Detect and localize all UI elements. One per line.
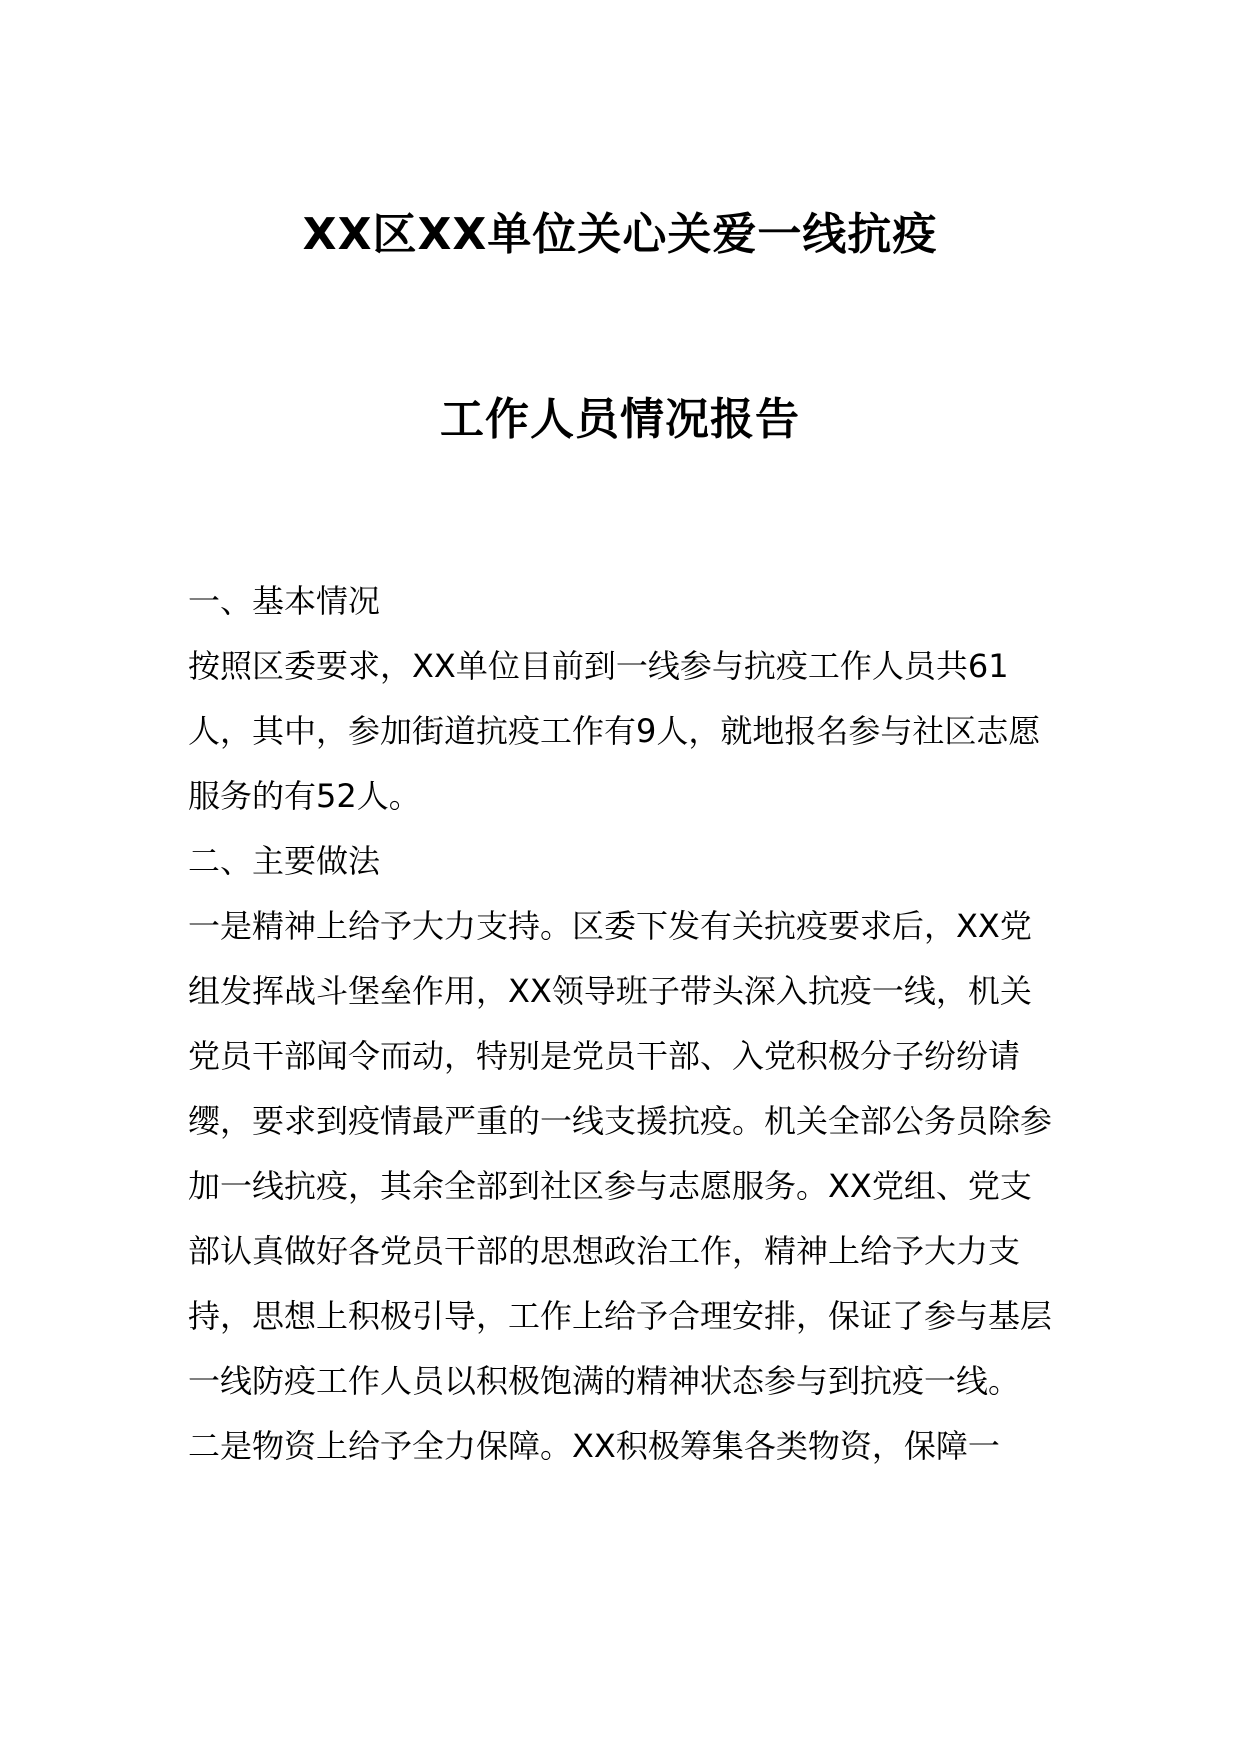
document-body: [188, 569, 1056, 1479]
body-paragraph-staff-count: 按照区委要求，XX单位目前到一线参与抗疫工作人员共61人，其中，参加街道抗疫工作有9人，就地报名参与社区志愿服务的有52人。: [188, 647, 1041, 815]
body-paragraph-spiritual-support: 一是精神上给予大力支持。区委下发有关抗疫要求后，XX党组发挥战斗堡垒作用，XX领导班子带头深入抗疫一线，机关党员干部闻令而动，特别是党员干部、入党积极分子纷纷请缨，要求到疫情最严重的一线支援抗疫。机关全部公务员除参加一线抗疫，其余全部到社区参与志愿服务。XX党组、党支部认真做好各党员干部的思想政治工作，精神上给予大力支持，思想上积极引导，工作上给予合理安排，保证了参与基层一线防疫工作人员以积极饱满的精神状态参与到抗疫一线。: [188, 907, 1053, 1400]
body-paragraph-material-support: 二是物资上给予全力保障。XX积极筹集各类物资，保障一: [188, 1427, 1000, 1465]
section-heading-main-practices: 二、主要做法: [188, 842, 381, 880]
document-title-line-1: XX区XX单位关心关爱一线抗疫: [302, 209, 938, 260]
section-heading-basic-situation: 一、基本情况: [188, 582, 381, 620]
document-title-line-2: 工作人员情况报告: [440, 394, 800, 445]
